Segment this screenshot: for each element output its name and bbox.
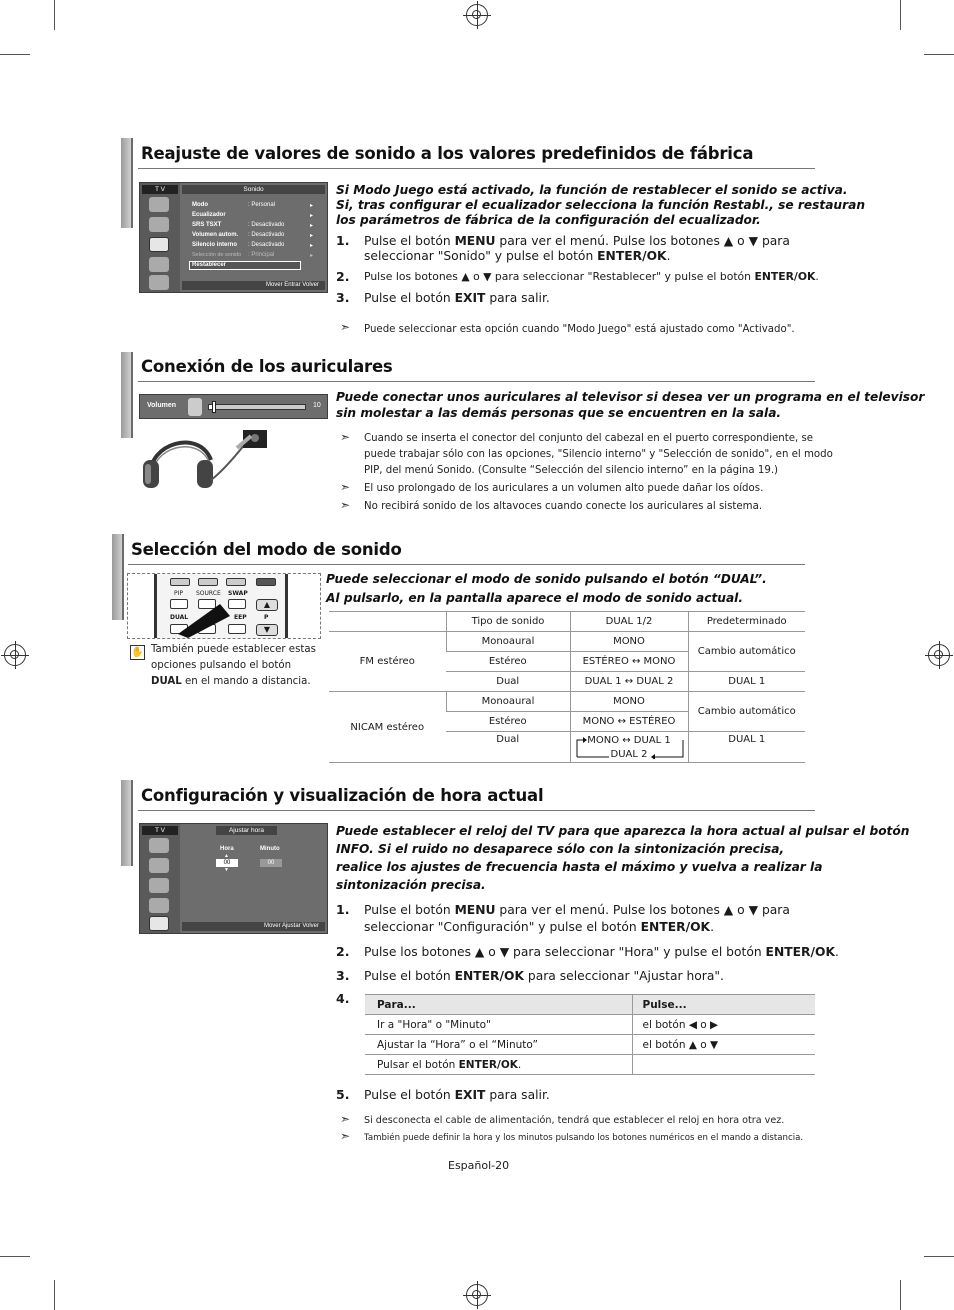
step-text: Pulse el botón MENU para ver el menú. Pulse los botones ▲ o ▼ para [364, 234, 790, 248]
remote-label: SWAP [228, 590, 248, 597]
table-row: Pulsar el botón ENTER/OK. [365, 1055, 815, 1075]
intro-text: Puede seleccionar el modo de sonido pulsando el botón “DUAL”. [326, 572, 767, 586]
intro-text: realice los ajustes de frecuencia hasta el máximo y vuelva a realizar la [336, 860, 823, 874]
note-arrow-icon: ➣ [340, 1112, 351, 1126]
note-text: DUAL en el mando a distancia. [151, 676, 311, 687]
osd-row-label: Restablecer [192, 262, 227, 268]
step-number: 5. [336, 1087, 350, 1102]
section-bar [121, 780, 133, 866]
crop-mark [900, 0, 901, 30]
table-row: Ajustar la “Hora” o el “Minuto” el botón ▲ o ▼ [365, 1035, 815, 1055]
step-text: Pulse los botones ▲ o ▼ para seleccionar "Restablecer" y pulse el botón ENTER/OK. [364, 270, 819, 283]
registration-mark-icon [4, 644, 26, 666]
volume-value: 10 [313, 402, 321, 409]
section-title: Reajuste de valores de sonido a los valores predefinidos de fábrica [141, 144, 754, 163]
osd-row-value: : Desactivado [248, 222, 285, 228]
step-text: seleccionar "Sonido" y pulse el botón ENTER/OK. [364, 249, 671, 263]
remote-label: SOURCE [196, 590, 221, 597]
setup-icon [149, 257, 169, 272]
note-text: Cuando se inserta el conector del conjunto del cabezal en el puerto correspondiente, se [364, 433, 814, 444]
arrow-right-icon: ▸ [309, 213, 313, 219]
arrow-right-icon: ▸ [309, 203, 313, 209]
osd-row-value: : Desactivado [248, 232, 285, 238]
osd-row-label: Ecualizador [192, 212, 226, 218]
crop-mark [0, 54, 30, 55]
intro-text: INFO. Si el ruido no desaparece sólo con la sintonización precisa, [336, 842, 785, 856]
intro-text: Al pulsarlo, en la pantalla aparece el modo de sonido actual. [326, 591, 743, 605]
note-text: PIP, del menú Sonido. (Consulte “Selección del silencio interno” en la página 19.) [364, 465, 779, 476]
table-row: Estéreo MONO ↔ ESTÉREO [329, 712, 805, 732]
volume-track [208, 404, 306, 410]
picture-icon [149, 838, 169, 853]
step-number: 2. [336, 944, 350, 959]
intro-text: Puede conectar unos auriculares al televisor si desea ver un programa en el televisor [336, 390, 925, 404]
channel-icon [149, 217, 169, 232]
step-number: 4. [336, 991, 350, 1006]
intro-text: Si, tras configurar el ecualizador selecciona la función Restabl., se restauran [336, 198, 866, 212]
section-divider [138, 168, 815, 169]
intro-text: Puede establecer el reloj del TV para que aparezca la hora actual al pulsar el botón [336, 824, 910, 838]
cycle-arrow-icon [575, 737, 685, 759]
step-number: 3. [336, 968, 350, 983]
section-title: Selección del modo de sonido [131, 540, 402, 559]
crop-mark [900, 1280, 901, 1310]
time-menu-screenshot [139, 823, 328, 934]
crop-mark [0, 1256, 30, 1257]
intro-text: sin molestar a las demás personas que se encuentren en la sala. [336, 406, 782, 420]
page-number: Español-20 [448, 1159, 510, 1172]
table-row: Estéreo ESTÉREO ↔ MONO [329, 652, 805, 672]
note-arrow-icon: ➣ [340, 498, 351, 512]
note-text: También puede definir la hora y los minutos pulsando los botones numéricos en el mando a distancia. [364, 1133, 804, 1143]
note-text: No recibirá sonido de los altavoces cuando conecte los auriculares al sistema. [364, 501, 763, 512]
crop-mark [54, 1280, 55, 1310]
section-bar [121, 138, 133, 228]
arrow-down-icon: ▼ [224, 867, 229, 873]
note-text: El uso prolongado de los auriculares a un volumen alto puede dañar los oídos. [364, 483, 764, 494]
arrow-right-icon: ▸ [309, 223, 313, 229]
arrow-right-icon: ▸ [309, 243, 313, 249]
step-text: Pulse el botón EXIT para salir. [364, 291, 550, 305]
table-header-row: Para... Pulse... [365, 995, 815, 1015]
registration-mark-icon [466, 4, 488, 26]
sound-icon [149, 878, 169, 893]
pointer-arrow-icon [178, 602, 238, 638]
osd-row-label: Selección de sonido [192, 252, 242, 258]
note-text: Puede seleccionar esta opción cuando "Modo Juego" está ajustado como "Activado". [364, 324, 795, 335]
volume-label: Volumen [147, 402, 177, 409]
step-text: seleccionar "Configuración" y pulse el botón ENTER/OK. [364, 920, 714, 934]
table-row: FM estéreo Monoaural MONO Cambio automático [329, 632, 805, 652]
note-text: Si desconecta el cable de alimentación, tendrá que establecer el reloj en hora otra vez. [364, 1115, 785, 1126]
section-divider [128, 564, 805, 565]
osd-footer: Mover Ajustar Volver [182, 922, 325, 931]
input-icon [149, 275, 169, 290]
note-text: También puede establecer estas [151, 644, 316, 655]
section-title: Configuración y visualización de hora actual [141, 786, 544, 805]
step-number: 2. [336, 269, 350, 284]
intro-text: Si Modo Juego está activado, la función de restablecer el sonido se activa. [336, 183, 848, 197]
crop-mark [54, 0, 55, 30]
intro-text: los parámetros de fábrica de la configuración del ecualizador. [336, 213, 761, 227]
section-bar [121, 352, 133, 438]
sound-mode-table [329, 611, 805, 763]
osd-minute-value: 00 [260, 859, 282, 867]
crop-mark [924, 54, 954, 55]
input-icon [149, 898, 169, 913]
osd-tv-label: T V [142, 826, 178, 835]
volume-osd-screenshot [139, 394, 328, 419]
intro-text: sintonización precisa. [336, 878, 486, 892]
arrow-right-icon: ▸ [309, 233, 313, 239]
note-arrow-icon: ➣ [340, 320, 351, 334]
section-title: Conexión de los auriculares [141, 357, 393, 376]
step-text: Pulse el botón MENU para ver el menú. Pulse los botones ▲ o ▼ para [364, 903, 790, 917]
osd-footer: Mover Entrar Volver [182, 281, 325, 290]
registration-mark-icon [466, 1284, 488, 1306]
note-text: puede trabajar sólo con las opciones, "Silencio interno" y "Selección de sonido", en el modo [364, 449, 833, 460]
headphones-icon [139, 424, 271, 492]
remote-label: EEP [234, 614, 247, 621]
picture-icon [149, 197, 169, 212]
section-divider [138, 381, 815, 382]
osd-header: Ajustar hora [216, 826, 277, 835]
step-text: Pulse el botón EXIT para salir. [364, 1088, 550, 1102]
osd-row-label: Volumen autom. [192, 232, 239, 238]
remote-label: DUAL [170, 614, 189, 621]
section-divider [138, 810, 815, 811]
osd-row-value: : Principal [248, 252, 275, 258]
note-arrow-icon: ➣ [340, 1129, 351, 1143]
step-text: Pulse el botón ENTER/OK para seleccionar "Ajustar hora". [364, 969, 724, 983]
arrow-right-icon: ▸ [309, 253, 313, 259]
step-number: 3. [336, 290, 350, 305]
osd-hour-label: Hora [220, 846, 234, 852]
sound-menu-screenshot [139, 182, 328, 293]
step-text: Pulse los botones ▲ o ▼ para seleccionar "Hora" y pulse el botón ENTER/OK. [364, 945, 839, 959]
channel-down-icon: ▼ [256, 624, 278, 636]
note-arrow-icon: ➣ [340, 480, 351, 494]
osd-header: Sonido [182, 185, 325, 194]
time-controls-table [365, 994, 815, 1075]
osd-row-label: Silencio interno [192, 242, 238, 248]
note-text: opciones pulsando el botón [151, 660, 292, 671]
arrow-up-icon: ▲ [224, 853, 229, 859]
osd-minute-label: Minuto [260, 846, 280, 852]
sound-icon [149, 237, 169, 252]
remote-label: PIP [174, 590, 184, 597]
step-number: 1. [336, 233, 350, 248]
remote-label: P [264, 614, 269, 621]
osd-row-value: : Desactivado [248, 242, 285, 248]
crop-mark [924, 1256, 954, 1257]
registration-mark-icon [928, 644, 950, 666]
speaker-icon [188, 398, 202, 416]
hand-icon: ✋ [131, 647, 144, 658]
step-number: 1. [336, 902, 350, 917]
table-row: Dual DUAL 1 ↔ DUAL 2 DUAL 1 [329, 672, 805, 692]
section-bar [112, 534, 124, 620]
setup-icon [149, 916, 169, 931]
remote-control-illustration [127, 573, 321, 639]
osd-tv-label: T V [142, 185, 178, 194]
note-arrow-icon: ➣ [340, 430, 351, 444]
osd-row-value: : Personal [248, 202, 276, 208]
channel-icon [149, 858, 169, 873]
channel-up-icon: ▲ [256, 599, 278, 611]
table-row: Dual MONO ↔ DUAL 1 DUAL 2 DUAL 1 [329, 732, 805, 763]
table-row: Ir a "Hora" o "Minuto" el botón ◀ o ▶ [365, 1015, 815, 1035]
table-row: NICAM estéreo Monoaural MONO Cambio automático [329, 692, 805, 712]
osd-row-label: SRS TSXT [192, 222, 222, 228]
osd-row-label: Modo [192, 202, 208, 208]
osd-hour-value: 00 [216, 859, 238, 867]
table-header-row: Tipo de sonido DUAL 1/2 Predeterminado [329, 612, 805, 632]
